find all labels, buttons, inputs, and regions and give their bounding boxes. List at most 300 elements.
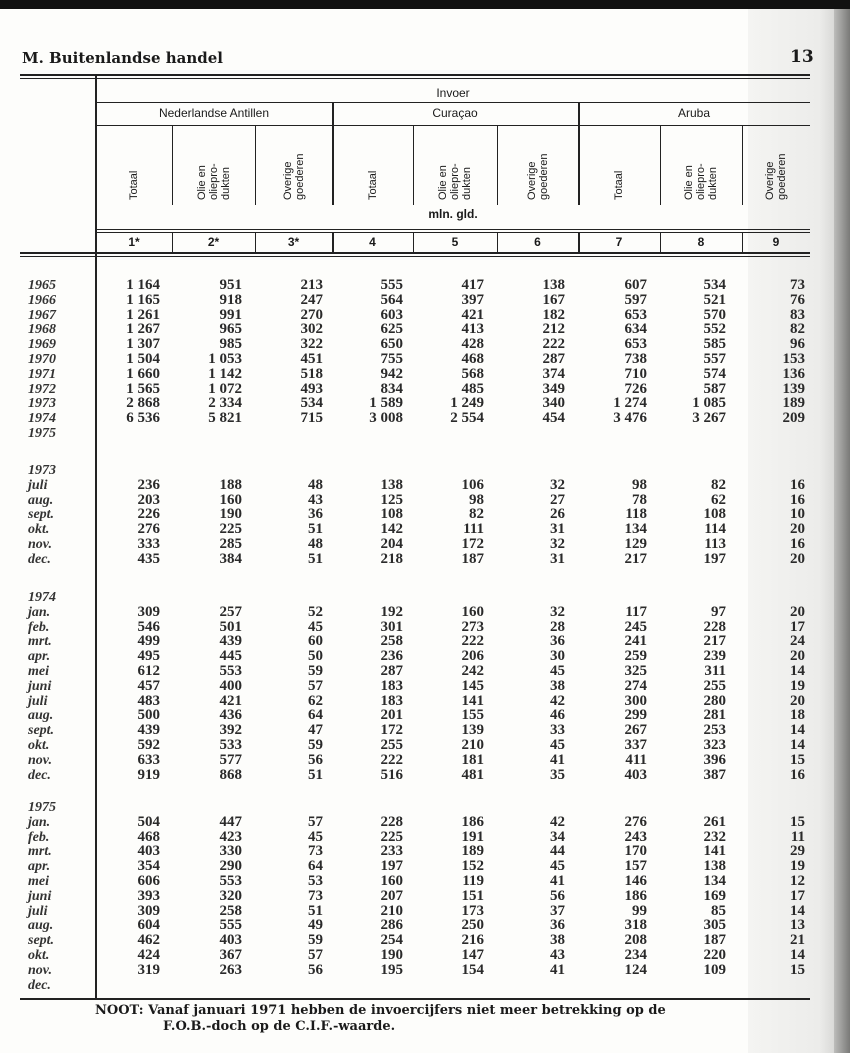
table-cell: 189 bbox=[782, 395, 805, 412]
table-cell: 32 bbox=[550, 603, 565, 620]
column-number-divider bbox=[172, 232, 173, 252]
row-label: 1975 bbox=[28, 426, 56, 441]
table-cell: 5 821 bbox=[208, 410, 242, 427]
table-cell: 322 bbox=[300, 336, 323, 353]
table-cell: 254 bbox=[380, 932, 403, 949]
table-cell: 14 bbox=[790, 947, 805, 963]
column-header: Overige goederen bbox=[525, 153, 550, 200]
table-cell: 445 bbox=[219, 648, 242, 665]
table-cell: 129 bbox=[624, 536, 647, 552]
column-number-divider bbox=[578, 232, 580, 252]
table-cell: 109 bbox=[703, 961, 726, 978]
table-cell: 187 bbox=[703, 932, 726, 949]
table-cell: 182 bbox=[542, 306, 565, 323]
row-label: 1971 bbox=[28, 366, 56, 382]
row-label: apr. bbox=[28, 649, 51, 665]
table-cell: 439 bbox=[219, 633, 242, 650]
table-cell: 188 bbox=[219, 476, 242, 493]
footnote-line-2: F.O.B.-doch op de C.I.F.-waarde. bbox=[163, 1019, 396, 1034]
row-label: dec. bbox=[28, 977, 51, 993]
table-cell: 311 bbox=[704, 663, 726, 679]
table-cell: 533 bbox=[219, 737, 242, 753]
table-cell: 1 053 bbox=[208, 351, 242, 367]
table-cell: 3 476 bbox=[613, 410, 647, 427]
table-cell: 218 bbox=[380, 550, 403, 567]
table-cell: 56 bbox=[550, 887, 565, 904]
table-cell: 10 bbox=[790, 506, 805, 523]
table-cell: 607 bbox=[624, 277, 647, 293]
table-cell: 153 bbox=[782, 351, 805, 367]
scan-top-border bbox=[0, 0, 850, 9]
table-cell: 46 bbox=[550, 707, 565, 724]
table-cell: 16 bbox=[790, 476, 805, 493]
table-cell: 403 bbox=[624, 766, 647, 783]
table-cell: 604 bbox=[137, 917, 160, 934]
table-cell: 555 bbox=[219, 917, 242, 934]
table-cell: 253 bbox=[703, 722, 726, 739]
table-cell: 439 bbox=[137, 722, 160, 739]
table-cell: 255 bbox=[380, 737, 403, 753]
table-cell: 152 bbox=[461, 858, 484, 875]
table-cell: 755 bbox=[380, 351, 403, 367]
table-cell: 181 bbox=[461, 751, 484, 768]
table-cell: 232 bbox=[703, 828, 726, 845]
table-cell: 16 bbox=[790, 766, 805, 783]
table-cell: 428 bbox=[461, 336, 484, 353]
unit-label: mln. gld. bbox=[428, 207, 478, 221]
header-bottom-rule bbox=[20, 252, 810, 254]
table-cell: 222 bbox=[542, 336, 565, 353]
table-cell: 1 565 bbox=[126, 380, 160, 397]
table-cell: 212 bbox=[542, 321, 565, 338]
group-header: Curaçao bbox=[432, 106, 478, 120]
table-cell: 31 bbox=[550, 550, 565, 567]
table-cell: 597 bbox=[624, 291, 647, 308]
table-cell: 35 bbox=[550, 766, 565, 783]
table-cell: 233 bbox=[380, 843, 403, 860]
table-cell: 45 bbox=[550, 663, 565, 679]
table-cell: 942 bbox=[380, 365, 403, 382]
table-cell: 186 bbox=[624, 887, 647, 904]
table-cell: 258 bbox=[219, 902, 242, 919]
table-cell: 255 bbox=[703, 677, 726, 694]
table-cell: 201 bbox=[380, 707, 403, 724]
column-number: 1* bbox=[128, 235, 140, 249]
table-cell: 633 bbox=[137, 751, 160, 768]
table-cell: 187 bbox=[461, 550, 484, 567]
table-cell: 239 bbox=[703, 648, 726, 665]
table-cell: 136 bbox=[782, 365, 805, 382]
column-number: 9 bbox=[772, 235, 780, 249]
table-cell: 50 bbox=[308, 648, 323, 665]
table-cell: 45 bbox=[550, 858, 565, 875]
column-number-divider bbox=[497, 232, 498, 252]
table-cell: 403 bbox=[219, 932, 242, 949]
table-cell: 222 bbox=[461, 633, 484, 650]
table-cell: 134 bbox=[624, 521, 647, 538]
table-cell: 323 bbox=[703, 737, 726, 753]
invoer-rule bbox=[96, 102, 810, 103]
table-cell: 534 bbox=[300, 395, 323, 412]
row-label: feb. bbox=[28, 829, 50, 845]
table-cell: 403 bbox=[137, 843, 160, 860]
table-cell: 16 bbox=[790, 491, 805, 508]
table-cell: 462 bbox=[137, 932, 160, 949]
table-cell: 42 bbox=[550, 813, 565, 830]
table-cell: 337 bbox=[624, 737, 647, 753]
table-cell: 106 bbox=[461, 476, 484, 493]
table-cell: 354 bbox=[137, 858, 160, 875]
table-cell: 400 bbox=[219, 677, 242, 694]
table-cell: 57 bbox=[308, 813, 323, 830]
table-cell: 82 bbox=[469, 506, 484, 523]
table-cell: 119 bbox=[462, 873, 484, 889]
table-cell: 1 504 bbox=[126, 351, 160, 367]
column-number-divider bbox=[255, 232, 256, 252]
table-cell: 245 bbox=[624, 618, 647, 635]
column-number-divider bbox=[742, 232, 743, 252]
table-cell: 585 bbox=[703, 336, 726, 353]
table-cell: 118 bbox=[625, 506, 647, 523]
table-cell: 411 bbox=[625, 751, 647, 768]
table-cell: 234 bbox=[624, 947, 647, 963]
table-cell: 521 bbox=[703, 291, 726, 308]
table-cell: 290 bbox=[219, 858, 242, 875]
table-cell: 117 bbox=[625, 603, 647, 620]
table-cell: 189 bbox=[461, 843, 484, 860]
table-cell: 634 bbox=[624, 321, 647, 338]
table-cell: 51 bbox=[308, 902, 323, 919]
table-cell: 142 bbox=[380, 521, 403, 538]
row-label: okt. bbox=[28, 948, 50, 963]
table-cell: 99 bbox=[632, 902, 647, 919]
table-cell: 155 bbox=[461, 707, 484, 724]
table-cell: 190 bbox=[219, 506, 242, 523]
table-cell: 250 bbox=[461, 917, 484, 934]
table-cell: 15 bbox=[790, 961, 805, 978]
table-cell: 247 bbox=[300, 291, 323, 308]
table-cell: 85 bbox=[711, 902, 726, 919]
table-cell: 305 bbox=[703, 917, 726, 934]
table-cell: 19 bbox=[790, 858, 805, 875]
table-cell: 41 bbox=[550, 873, 565, 889]
table-cell: 34 bbox=[550, 828, 565, 845]
table-cell: 417 bbox=[461, 277, 484, 293]
table-cell: 276 bbox=[137, 521, 160, 538]
row-label: 1974 bbox=[28, 411, 56, 427]
column-number: 3* bbox=[287, 235, 300, 249]
table-cell: 485 bbox=[461, 380, 484, 397]
table-cell: 454 bbox=[542, 410, 565, 427]
table-cell: 258 bbox=[380, 633, 403, 650]
table-cell: 45 bbox=[550, 737, 565, 753]
row-label: 1973 bbox=[28, 396, 56, 412]
row-label: juli bbox=[28, 693, 48, 709]
table-cell: 612 bbox=[137, 663, 160, 679]
table-cell: 220 bbox=[703, 947, 726, 963]
table-cell: 78 bbox=[632, 491, 647, 508]
column-divider bbox=[255, 125, 256, 205]
table-cell: 570 bbox=[703, 306, 726, 323]
table-cell: 592 bbox=[137, 737, 160, 753]
row-label: apr. bbox=[28, 859, 51, 875]
table-cell: 309 bbox=[137, 902, 160, 919]
table-cell: 141 bbox=[703, 843, 726, 860]
column-header: Olie en oliepro- dukten bbox=[683, 163, 719, 200]
row-label: 1970 bbox=[28, 352, 56, 367]
table-cell: 12 bbox=[790, 873, 805, 889]
table-cell: 226 bbox=[137, 506, 160, 523]
table-cell: 965 bbox=[219, 321, 242, 338]
row-label: dec. bbox=[28, 767, 51, 783]
table-cell: 552 bbox=[703, 321, 726, 338]
table-cell: 151 bbox=[461, 887, 484, 904]
table-cell: 36 bbox=[550, 917, 565, 934]
header-invoer: Invoer bbox=[436, 86, 470, 100]
table-cell: 267 bbox=[624, 722, 647, 739]
unit-rule-2 bbox=[96, 232, 810, 233]
table-cell: 259 bbox=[624, 648, 647, 665]
column-number: 2* bbox=[207, 235, 220, 249]
table-cell: 222 bbox=[380, 751, 403, 768]
table-cell: 301 bbox=[380, 618, 403, 635]
row-label: okt. bbox=[28, 738, 50, 753]
table-cell: 557 bbox=[703, 351, 726, 367]
table-cell: 555 bbox=[380, 277, 403, 293]
table-cell: 20 bbox=[790, 692, 805, 709]
table-cell: 216 bbox=[461, 932, 484, 949]
table-cell: 190 bbox=[380, 947, 403, 963]
table-cell: 56 bbox=[308, 961, 323, 978]
column-number-divider bbox=[660, 232, 661, 252]
table-cell: 919 bbox=[137, 766, 160, 783]
table-cell: 241 bbox=[624, 633, 647, 650]
table-cell: 56 bbox=[308, 751, 323, 768]
table-cell: 302 bbox=[300, 321, 323, 338]
table-cell: 273 bbox=[461, 618, 484, 635]
table-cell: 384 bbox=[219, 550, 242, 567]
table-cell: 29 bbox=[790, 843, 805, 860]
table-cell: 1 164 bbox=[126, 277, 160, 293]
table-cell: 108 bbox=[380, 506, 403, 523]
table-cell: 73 bbox=[790, 277, 805, 293]
table-cell: 138 bbox=[380, 476, 403, 493]
row-label: juli bbox=[28, 477, 48, 493]
table-cell: 413 bbox=[461, 321, 484, 338]
table-cell: 281 bbox=[703, 707, 726, 724]
table-cell: 26 bbox=[550, 506, 565, 523]
table-cell: 318 bbox=[624, 917, 647, 934]
table-cell: 139 bbox=[782, 380, 805, 397]
table-cell: 30 bbox=[550, 648, 565, 665]
row-label: feb. bbox=[28, 619, 50, 635]
table-cell: 53 bbox=[308, 873, 323, 889]
table-cell: 62 bbox=[308, 692, 323, 709]
table-cell: 41 bbox=[550, 751, 565, 768]
table-cell: 42 bbox=[550, 692, 565, 709]
table-cell: 500 bbox=[137, 707, 160, 724]
table-cell: 396 bbox=[703, 751, 726, 768]
table-cell: 73 bbox=[308, 887, 323, 904]
table-cell: 393 bbox=[137, 887, 160, 904]
table-cell: 276 bbox=[624, 813, 647, 830]
row-label: 1966 bbox=[28, 292, 56, 308]
row-label: juni bbox=[28, 678, 52, 694]
table-cell: 653 bbox=[624, 306, 647, 323]
table-cell: 183 bbox=[380, 692, 403, 709]
table-cell: 213 bbox=[300, 277, 323, 293]
table-cell: 62 bbox=[711, 491, 726, 508]
table-cell: 60 bbox=[308, 633, 323, 650]
table-cell: 134 bbox=[703, 873, 726, 889]
table-cell: 715 bbox=[300, 410, 323, 427]
table-cell: 325 bbox=[624, 663, 647, 679]
group-header: Aruba bbox=[677, 106, 711, 120]
row-label: sept. bbox=[28, 723, 55, 739]
column-header: Totaal bbox=[613, 170, 625, 200]
table-cell: 423 bbox=[219, 828, 242, 845]
table-cell: 991 bbox=[219, 306, 242, 323]
table-cell: 183 bbox=[380, 677, 403, 694]
table-cell: 1 274 bbox=[613, 395, 647, 412]
row-label: dec. bbox=[28, 551, 51, 567]
group-divider bbox=[578, 102, 580, 205]
table-cell: 1 261 bbox=[126, 306, 160, 323]
table-cell: 43 bbox=[308, 491, 323, 508]
table-cell: 206 bbox=[461, 648, 484, 665]
table-cell: 299 bbox=[624, 707, 647, 724]
table-cell: 27 bbox=[550, 491, 565, 508]
table-cell: 114 bbox=[704, 521, 726, 538]
table-cell: 333 bbox=[137, 536, 160, 552]
table-cell: 1 307 bbox=[126, 336, 160, 353]
table-cell: 43 bbox=[550, 947, 565, 963]
table-cell: 504 bbox=[137, 813, 160, 830]
table-cell: 82 bbox=[711, 476, 726, 493]
table-cell: 2 868 bbox=[126, 395, 160, 412]
page-edge bbox=[834, 9, 850, 1053]
table-cell: 483 bbox=[137, 692, 160, 709]
table-cell: 24 bbox=[790, 633, 805, 650]
table-cell: 499 bbox=[137, 633, 160, 650]
table-cell: 172 bbox=[461, 536, 484, 552]
table-cell: 37 bbox=[550, 902, 565, 919]
table-cell: 111 bbox=[463, 521, 484, 538]
table-cell: 76 bbox=[790, 291, 805, 308]
table-cell: 48 bbox=[308, 476, 323, 493]
table-cell: 210 bbox=[380, 902, 403, 919]
page-number: 13 bbox=[790, 47, 814, 67]
table-cell: 625 bbox=[380, 321, 403, 338]
table-cell: 14 bbox=[790, 902, 805, 919]
table-cell: 139 bbox=[461, 722, 484, 739]
table-cell: 169 bbox=[703, 887, 726, 904]
table-cell: 141 bbox=[461, 692, 484, 709]
table-cell: 2 554 bbox=[450, 410, 484, 427]
table-cell: 564 bbox=[380, 291, 403, 308]
table-cell: 36 bbox=[550, 633, 565, 650]
table-cell: 47 bbox=[308, 722, 323, 739]
table-cell: 32 bbox=[550, 536, 565, 552]
table-cell: 574 bbox=[703, 365, 726, 382]
table-cell: 41 bbox=[550, 961, 565, 978]
table-cell: 319 bbox=[137, 961, 160, 978]
table-cell: 1 142 bbox=[208, 365, 242, 382]
table-cell: 51 bbox=[308, 521, 323, 538]
table-cell: 1 589 bbox=[369, 395, 403, 412]
table-cell: 421 bbox=[219, 692, 242, 709]
header-bottom-rule-thin bbox=[20, 256, 810, 257]
section-year-label: 1974 bbox=[28, 590, 56, 605]
table-cell: 1 660 bbox=[126, 365, 160, 382]
table-cell: 113 bbox=[704, 536, 726, 552]
row-label: 1967 bbox=[28, 307, 56, 323]
column-header: Olie en oliepro- dukten bbox=[437, 163, 473, 200]
table-cell: 225 bbox=[219, 521, 242, 538]
column-number: 8 bbox=[697, 235, 705, 249]
table-cell: 451 bbox=[300, 351, 323, 367]
table-cell: 243 bbox=[624, 828, 647, 845]
table-cell: 186 bbox=[461, 813, 484, 830]
table-cell: 421 bbox=[461, 306, 484, 323]
column-number-divider bbox=[332, 232, 334, 252]
top-rule bbox=[20, 74, 810, 76]
column-number: 7 bbox=[615, 235, 623, 249]
row-label: juli bbox=[28, 903, 48, 919]
table-cell: 424 bbox=[137, 947, 160, 963]
row-label: nov. bbox=[28, 537, 52, 552]
table-cell: 435 bbox=[137, 550, 160, 567]
table-cell: 493 bbox=[300, 380, 323, 397]
table-cell: 51 bbox=[308, 550, 323, 567]
table-cell: 145 bbox=[461, 677, 484, 694]
table-cell: 516 bbox=[380, 766, 403, 783]
column-divider bbox=[497, 125, 498, 205]
table-cell: 263 bbox=[219, 961, 242, 978]
table-cell: 534 bbox=[703, 277, 726, 293]
column-header: Overige goederen bbox=[281, 153, 306, 200]
table-cell: 951 bbox=[219, 277, 242, 293]
table-bottom-rule bbox=[20, 998, 810, 1000]
table-cell: 236 bbox=[380, 648, 403, 665]
table-cell: 287 bbox=[542, 351, 565, 367]
table-cell: 20 bbox=[790, 603, 805, 620]
table-cell: 138 bbox=[703, 858, 726, 875]
table-cell: 20 bbox=[790, 648, 805, 665]
table-cell: 300 bbox=[624, 692, 647, 709]
table-cell: 577 bbox=[219, 751, 242, 768]
row-label: mrt. bbox=[28, 634, 52, 650]
table-cell: 192 bbox=[380, 603, 403, 620]
table-cell: 392 bbox=[219, 722, 242, 739]
table-cell: 17 bbox=[790, 618, 805, 635]
row-label: aug. bbox=[28, 918, 54, 934]
table-cell: 242 bbox=[461, 663, 484, 679]
table-cell: 210 bbox=[461, 737, 484, 753]
table-cell: 32 bbox=[550, 476, 565, 493]
group-divider bbox=[332, 102, 334, 205]
column-header: Totaal bbox=[128, 170, 140, 200]
table-cell: 28 bbox=[550, 618, 565, 635]
table-cell: 1 072 bbox=[208, 380, 242, 397]
column-header: Overige goederen bbox=[764, 153, 788, 200]
table-cell: 57 bbox=[308, 677, 323, 694]
table-cell: 19 bbox=[790, 677, 805, 694]
table-cell: 501 bbox=[219, 618, 242, 635]
table-cell: 568 bbox=[461, 365, 484, 382]
table-cell: 436 bbox=[219, 707, 242, 724]
table-cell: 125 bbox=[380, 491, 403, 508]
